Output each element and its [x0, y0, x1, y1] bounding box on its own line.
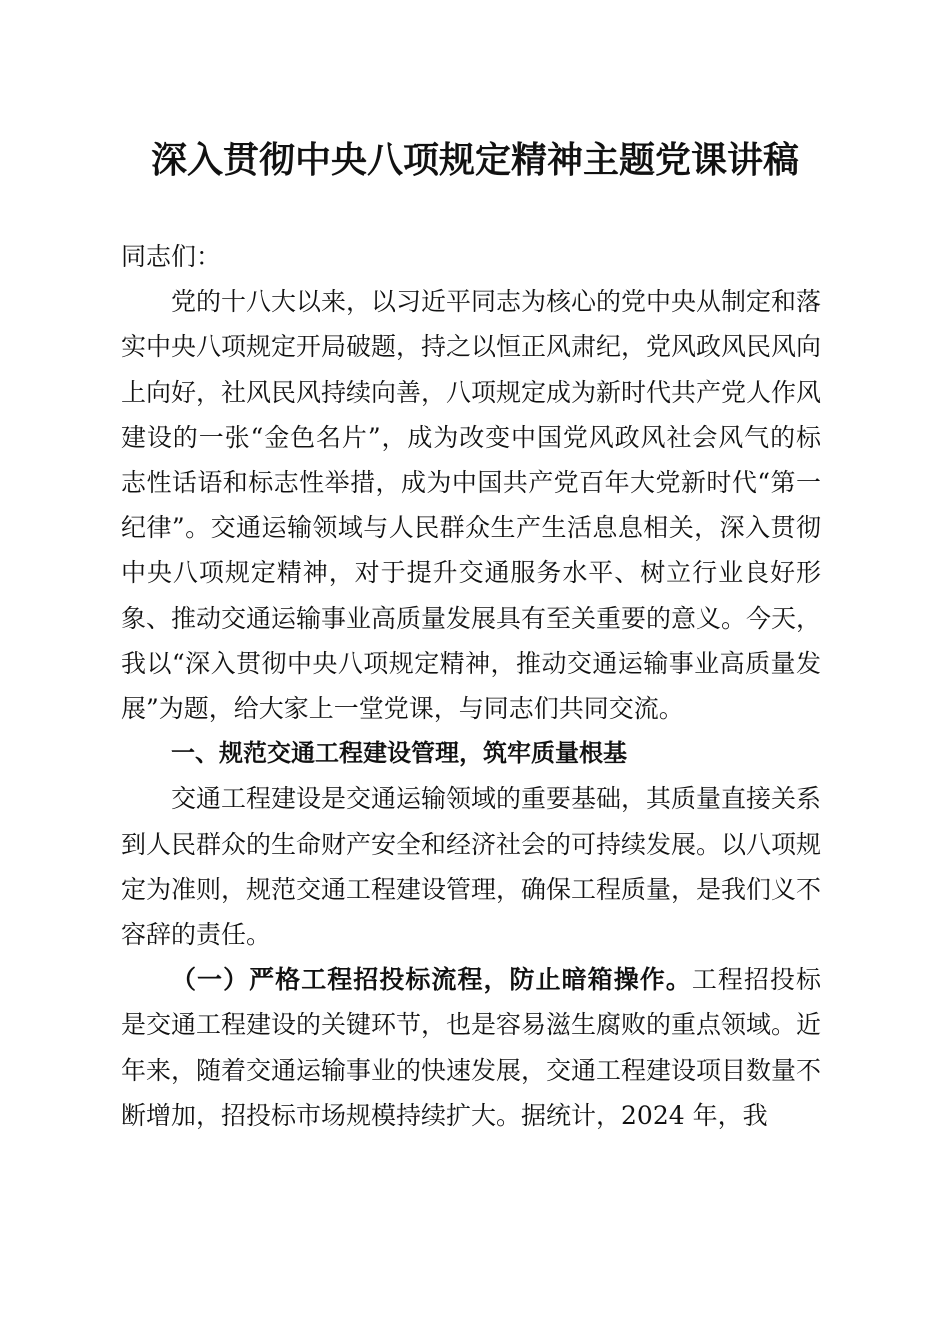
document-title: 深入贯彻中央八项规定精神主题党课讲稿: [150, 139, 799, 181]
section-1-heading: 一、规范交通工程建设管理，筑牢质量根基: [171, 739, 627, 768]
section-1-paragraph: 交通工程建设是交通运输领域的重要基础，其质量直接关系到人民群众的生命财产安全和经济社会的可持续发展。以八项规定为准则，规范交通工程建设管理，确保工程质量，是我们义不容辞的责任。: [121, 784, 822, 950]
subsection-1-text: 工程招投标是交通工程建设的关键环节，也是容易滋生腐败的重点领域。近年来，随着交通运输事业的快速发展，交通工程建设项目数量不断增加，招投标市场规模持续扩大。据统计，2024 年，我: [121, 965, 822, 1130]
subsection-1-heading: （一）严格工程招投标流程，防止暗箱操作。: [171, 965, 692, 995]
intro-paragraph: 党的十八大以来，以习近平同志为核心的党中央从制定和落实中央八项规定开局破题，持之以恒正风肃纪，党风政风民风向上向好，社风民风持续向善，八项规定成为新时代共产党人作风建设的一张“金色名片”，成为改变中国党风政风社会风气的标志性话语和标志性举措，成为中国共产党百年大党新时代“第一纪律”。交通运输领域与人民群众生产生活息息相关，深入贯彻中央八项规定精神，对于提升交通服务水平、树立行业良好形象、推动交通运输事业高质量发展具有至关重要的意义。今天，我以“深入贯彻中央八项规定精神，推动交通运输事业高质量发展”为题，给大家上一堂党课，与同志们共同交流。: [121, 287, 822, 724]
document-body: [121, 234, 821, 1138]
subsection-1-paragraph: [121, 957, 821, 1138]
salutation: 同志们：: [121, 242, 222, 271]
